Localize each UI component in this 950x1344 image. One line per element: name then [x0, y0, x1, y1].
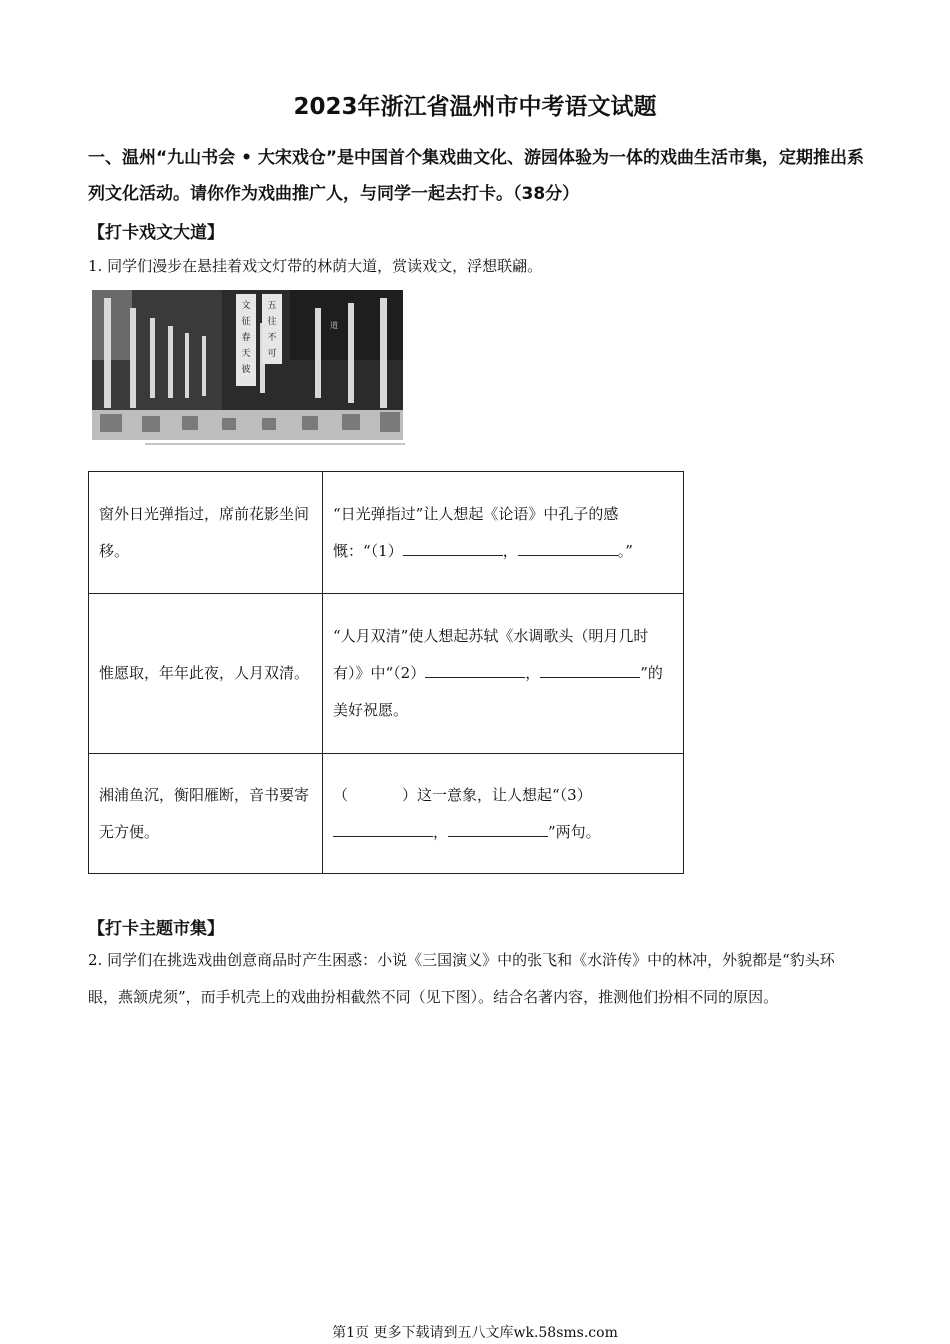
- photo-lantern-char: 春: [241, 333, 251, 343]
- prompt-text: ，: [502, 541, 518, 560]
- photo-lantern-char: 不: [267, 333, 277, 343]
- section-heading-2: 【打卡主题市集】: [88, 919, 224, 939]
- answer-blank[interactable]: [333, 814, 433, 837]
- answer-blank[interactable]: [425, 655, 525, 678]
- photo-lantern-char: 往: [267, 317, 277, 327]
- prompt-text: ”的美好祝愿。: [333, 664, 663, 719]
- prompt-text: ）这一意象，让人想起“（3）: [402, 785, 592, 804]
- prompt-text: ，: [433, 822, 449, 841]
- photo-lantern-char: 道: [330, 321, 338, 330]
- prompt-text: ，: [525, 664, 541, 682]
- photo-lantern-char: 天: [241, 349, 251, 359]
- photo-lantern-char: 五: [267, 301, 277, 311]
- answer-blank[interactable]: [540, 655, 640, 678]
- question-1-table: [88, 471, 684, 874]
- prompt-text: “日光弹指过”让人想起《论语》中孔子的感慨：“（1）: [333, 504, 619, 560]
- table-cell-prompt: [323, 754, 684, 874]
- table-cell-verse: 湘浦鱼沉，衡阳雁断，音书要寄无方便。: [89, 754, 323, 874]
- photo-lantern-char: 彼: [241, 365, 251, 375]
- prompt-text: 。”: [617, 541, 633, 560]
- prompt-text: ”两句。: [548, 822, 601, 841]
- answer-blank[interactable]: [518, 533, 618, 556]
- prompt-text: （: [333, 785, 349, 804]
- table-row: [89, 754, 684, 874]
- table-cell-verse: 窗外日光弹指过，席前花影坐间移。: [89, 472, 323, 594]
- photo-lantern-char: 征: [241, 317, 251, 327]
- answer-blank[interactable]: [448, 814, 548, 837]
- section-heading-1: 【打卡戏文大道】: [88, 223, 224, 243]
- photo-lantern-char: 可: [267, 349, 277, 359]
- photo-lantern-char: 文: [241, 301, 251, 311]
- table-row: [89, 594, 684, 754]
- page-footer: 第1页 更多下载请到五八文库wk.58sms.com: [332, 1325, 618, 1341]
- table-cell-verse: 惟愿取，年年此夜，人月双清。: [89, 594, 323, 754]
- table-cell-prompt: [323, 472, 684, 594]
- answer-blank[interactable]: [403, 533, 503, 556]
- question-2: 2. 同学们在挑选戏曲创意商品时产生困惑：小说《三国演义》中的张飞和《水浒传》中的林冲，外貌都是“豹头环眼，燕颔虎须”，而手机壳上的戏曲扮相截然不同（见下图）。结合名著内容，推测他们扮相不同的原因。: [88, 951, 835, 1006]
- table-cell-prompt: [323, 594, 684, 754]
- question-1: 1. 同学们漫步在悬挂着戏文灯带的林荫大道，赏读戏文，浮想联翩。: [88, 257, 543, 275]
- intro-paragraph: 一、温州“九山书会 • 大宋戏仓”是中国首个集戏曲文化、游园体验为一体的戏曲生活市集，定期推出系列文化活动。请你作为戏曲推广人，与同学一起去打卡。（38分）: [88, 148, 865, 204]
- prompt-text: “人月双清”使人想起苏轼《水调歌头（明月几时有）》中“（2）: [333, 627, 649, 682]
- table-row: [89, 472, 684, 594]
- lantern-avenue-photo: [90, 288, 405, 446]
- page-title: 2023年浙江省温州市中考语文试题: [293, 94, 657, 120]
